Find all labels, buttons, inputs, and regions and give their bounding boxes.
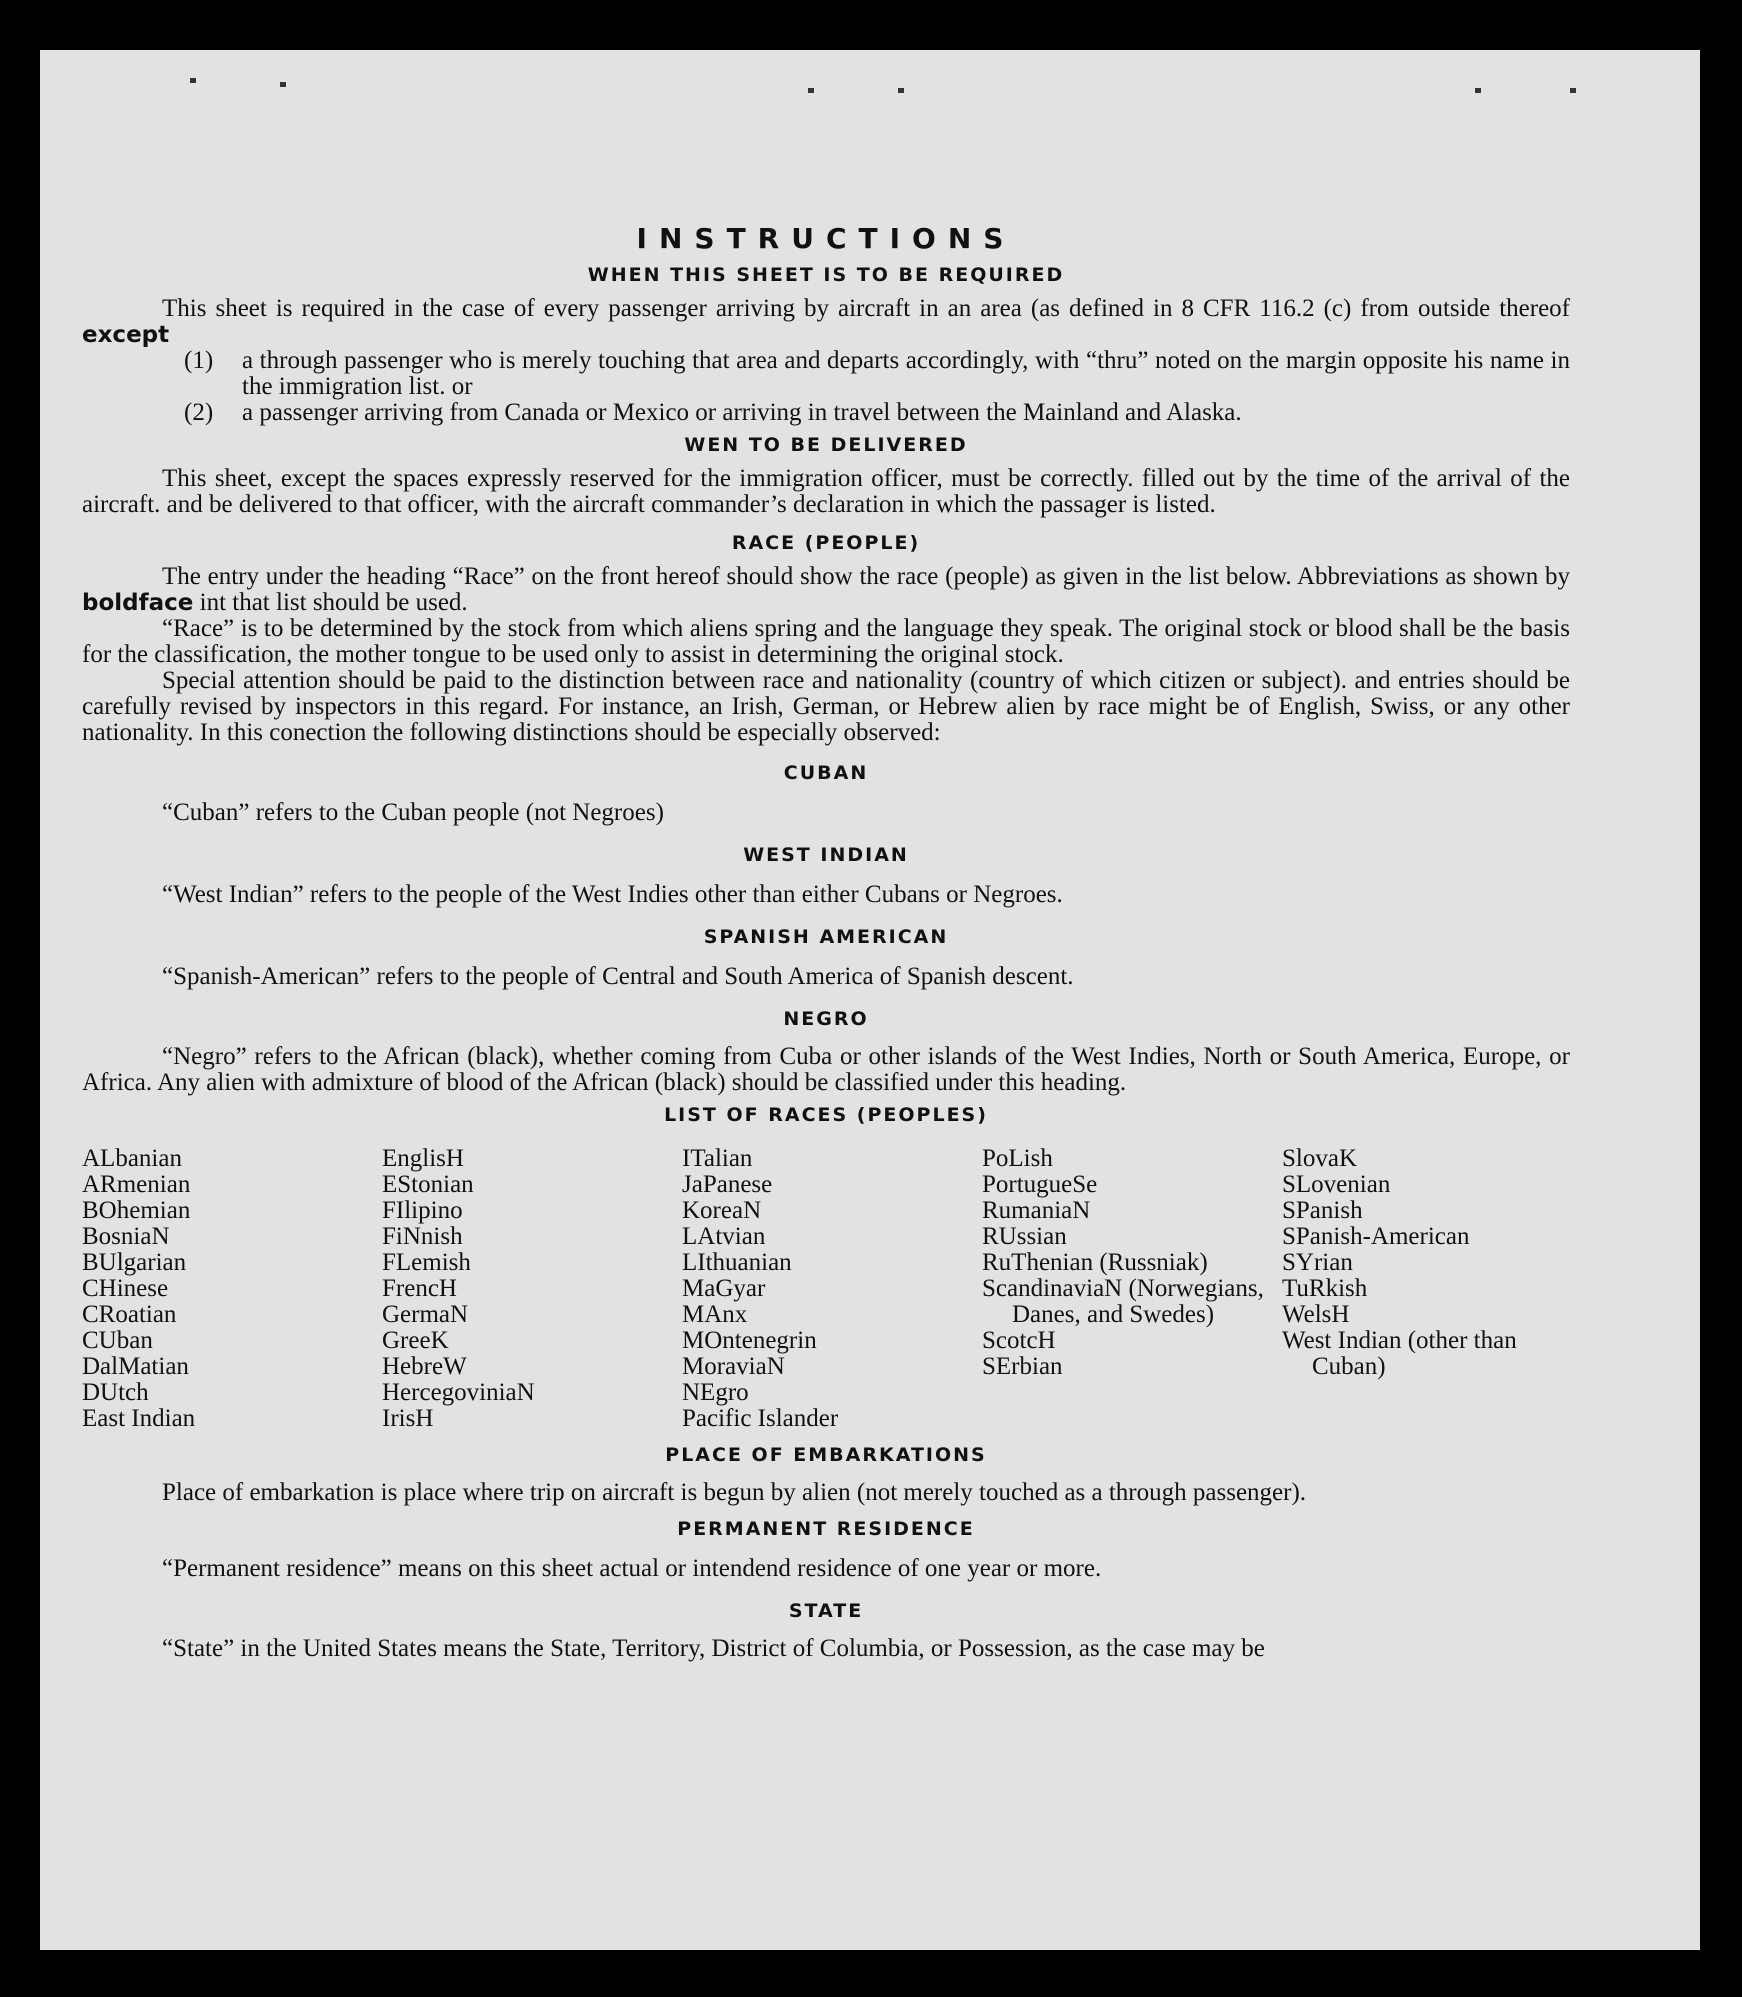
race-entry: LAtvian [682,1223,766,1250]
race-entry: IrisH [382,1405,434,1432]
race-entry: GermaN [382,1301,469,1328]
race-p1-before: The entry under the heading “Race” on the front hereof should show the race (people) as given in the list below. Abbreviations as shown by [162,563,1570,590]
section-heading-spanish-american: SPANISH AMERICAN [703,926,949,948]
race-paragraph-1 [82,564,1570,616]
negro-text: “Negro” refers to the African (black), whether coming from Cuba or other islands of the West Indies, North or South America, Europe, or Africa. Any alien with admixture of blood of the African (black) should be classified under this heading. [82,1043,1570,1096]
race-entry: BOhemian [82,1197,191,1224]
document-page [40,50,1700,1950]
race-entry: MoraviaN [682,1353,785,1380]
scan-speck [280,82,286,87]
cuban-text: “Cuban” refers to the Cuban people (not Negroes) [162,799,664,826]
race-entry: FrencH [382,1275,457,1302]
race-entry: Pacific Islander [682,1405,839,1432]
race-entry: WelsH [1282,1301,1350,1328]
race-entry: DalMatian [82,1353,189,1380]
race-entry: FIlipino [382,1197,463,1224]
section-heading-negro: NEGRO [783,1008,869,1030]
section-heading-residence: PERMANENT RESIDENCE [677,1518,975,1540]
race-entry: NEgro [682,1379,749,1406]
scan-speck [1570,88,1576,93]
race-paragraph-2: “Race” is to be determined by the stock from which aliens spring and the language they speak. The original stock or blood shall be the basis for the classification, the mother tongue to be used only to assist in determining the original stock. [82,615,1570,668]
exception-item-2 [82,400,1570,426]
race-entry: ITalian [682,1145,753,1172]
race-entry: GreeK [382,1327,449,1354]
race-entry: BosniaN [82,1223,170,1250]
document-body [82,180,1570,1662]
races-column [1282,1146,1582,1432]
scan-speck [898,88,904,93]
exception-item-1 [82,348,1570,400]
required-intro-text: This sheet is required in the case of every passenger arriving by aircraft in an area (as defined in 8 CFR 116.2 (c) from outside thereof [162,295,1570,322]
race-entry: SPanish-American [1282,1223,1470,1250]
race-entry: East Indian [82,1405,196,1432]
race-entry: JaPanese [682,1171,773,1198]
race-entry: HebreW [382,1353,467,1380]
section-heading-state: STATE [788,1600,864,1622]
boldface-word: boldface [82,590,194,616]
race-entry: LIthuanian [682,1249,792,1276]
section-heading-embarkation: PLACE OF EMBARKATIONS [665,1444,987,1466]
required-intro [82,296,1570,348]
west-indian-text: “West Indian” refers to the people of the West Indies other than either Cubans or Negroes. [162,881,1063,908]
race-entry: RUssian [982,1223,1067,1250]
exception-text: a passenger arriving from Canada or Mexico or arriving in travel between the Mainland and Alaska. [242,399,1242,426]
race-entry: TuRkish [1282,1275,1368,1302]
race-entry: MaGyar [682,1275,766,1302]
races-list [82,1146,1570,1432]
race-entry: EnglisH [382,1145,464,1172]
delivered-text: This sheet, except the spaces expressly reserved for the immigration officer, must be correctly. filled out by the time of the arrival of the aircraft. and be delivered to that officer, with the aircraft commander’s declaration in which the passager is listed. [82,465,1570,518]
race-entry: SlovaK [1282,1145,1357,1172]
race-entry: ALbanian [82,1145,182,1172]
races-column [82,1146,382,1432]
race-entry: MAnx [682,1301,748,1328]
state-text: “State” in the United States means the State, Territory, District of Columbia, or Possession, as the case may be [162,1635,1265,1662]
race-entry: SPanish [1282,1197,1363,1224]
race-entry: KoreaN [682,1197,762,1224]
embarkation-text: Place of embarkation is place where trip on aircraft is begun by alien (not merely touched as a through passenger). [162,1479,1307,1506]
race-entry: SErbian [982,1353,1063,1380]
race-entry: HercegoviniaN [382,1379,535,1406]
race-p1-after: int that list should be used. [199,589,468,616]
race-entry: SLovenian [1282,1171,1391,1198]
race-entry: MOntenegrin [682,1327,817,1354]
race-entry: West Indian (other than Cuban) [1282,1327,1517,1380]
exception-number: (2) [184,399,214,426]
race-entry: ScotcH [982,1327,1056,1354]
race-entry: ScandinaviaN (Norwegians, Danes, and Swedes) [982,1275,1264,1328]
race-entry: FLemish [382,1249,471,1276]
race-entry: DUtch [82,1379,149,1406]
race-entry: BUlgarian [82,1249,187,1276]
race-entry: RumaniaN [982,1197,1091,1224]
section-heading-required: WHEN THIS SHEET IS TO BE REQUIRED [587,264,1065,286]
race-entry: PoLish [982,1145,1053,1172]
section-heading-cuban: CUBAN [783,762,869,784]
race-paragraph-3: Special attention should be paid to the distinction between race and nationality (country of which citizen or subject). and entries should be carefully revised by inspectors in this regard. For instance, an Irish, German, or Hebrew alien by race might be of English, Swiss, or any other nationality. In this conection the following distinctions should be especially observed: [82,667,1570,746]
race-entry: CRoatian [82,1301,177,1328]
race-entry: CHinese [82,1275,169,1302]
race-entry: FiNnish [382,1223,463,1250]
scan-speck [1475,88,1481,93]
race-entry: SYrian [1282,1249,1353,1276]
races-column [982,1146,1282,1432]
race-entry: EStonian [382,1171,474,1198]
section-heading-list: LIST OF RACES (PEOPLES) [664,1104,988,1126]
race-entry: PortugueSe [982,1171,1098,1198]
scan-speck [190,78,196,83]
scan-speck [808,88,814,93]
race-entry: CUban [82,1327,153,1354]
section-heading-race: RACE (PEOPLE) [731,532,921,554]
except-bold: except [82,322,170,348]
section-heading-delivered: WEN TO BE DELIVERED [684,434,968,456]
exception-number: (1) [184,347,214,374]
residence-text: “Permanent residence” means on this sheet actual or intendend residence of one year or more. [162,1555,1102,1582]
exception-text: a through passenger who is merely touching that area and departs accordingly, with “thru” noted on the margin opposite his name in the immigration list. or [242,347,1570,400]
races-column [682,1146,982,1432]
race-entry: RuThenian (Russniak) [982,1249,1208,1276]
page-title: INSTRUCTIONS [636,222,1016,255]
section-heading-west-indian: WEST INDIAN [743,844,909,866]
race-entry: ARmenian [82,1171,191,1198]
races-column [382,1146,682,1432]
spanish-american-text: “Spanish-American” refers to the people of Central and South America of Spanish descent. [162,963,1074,990]
